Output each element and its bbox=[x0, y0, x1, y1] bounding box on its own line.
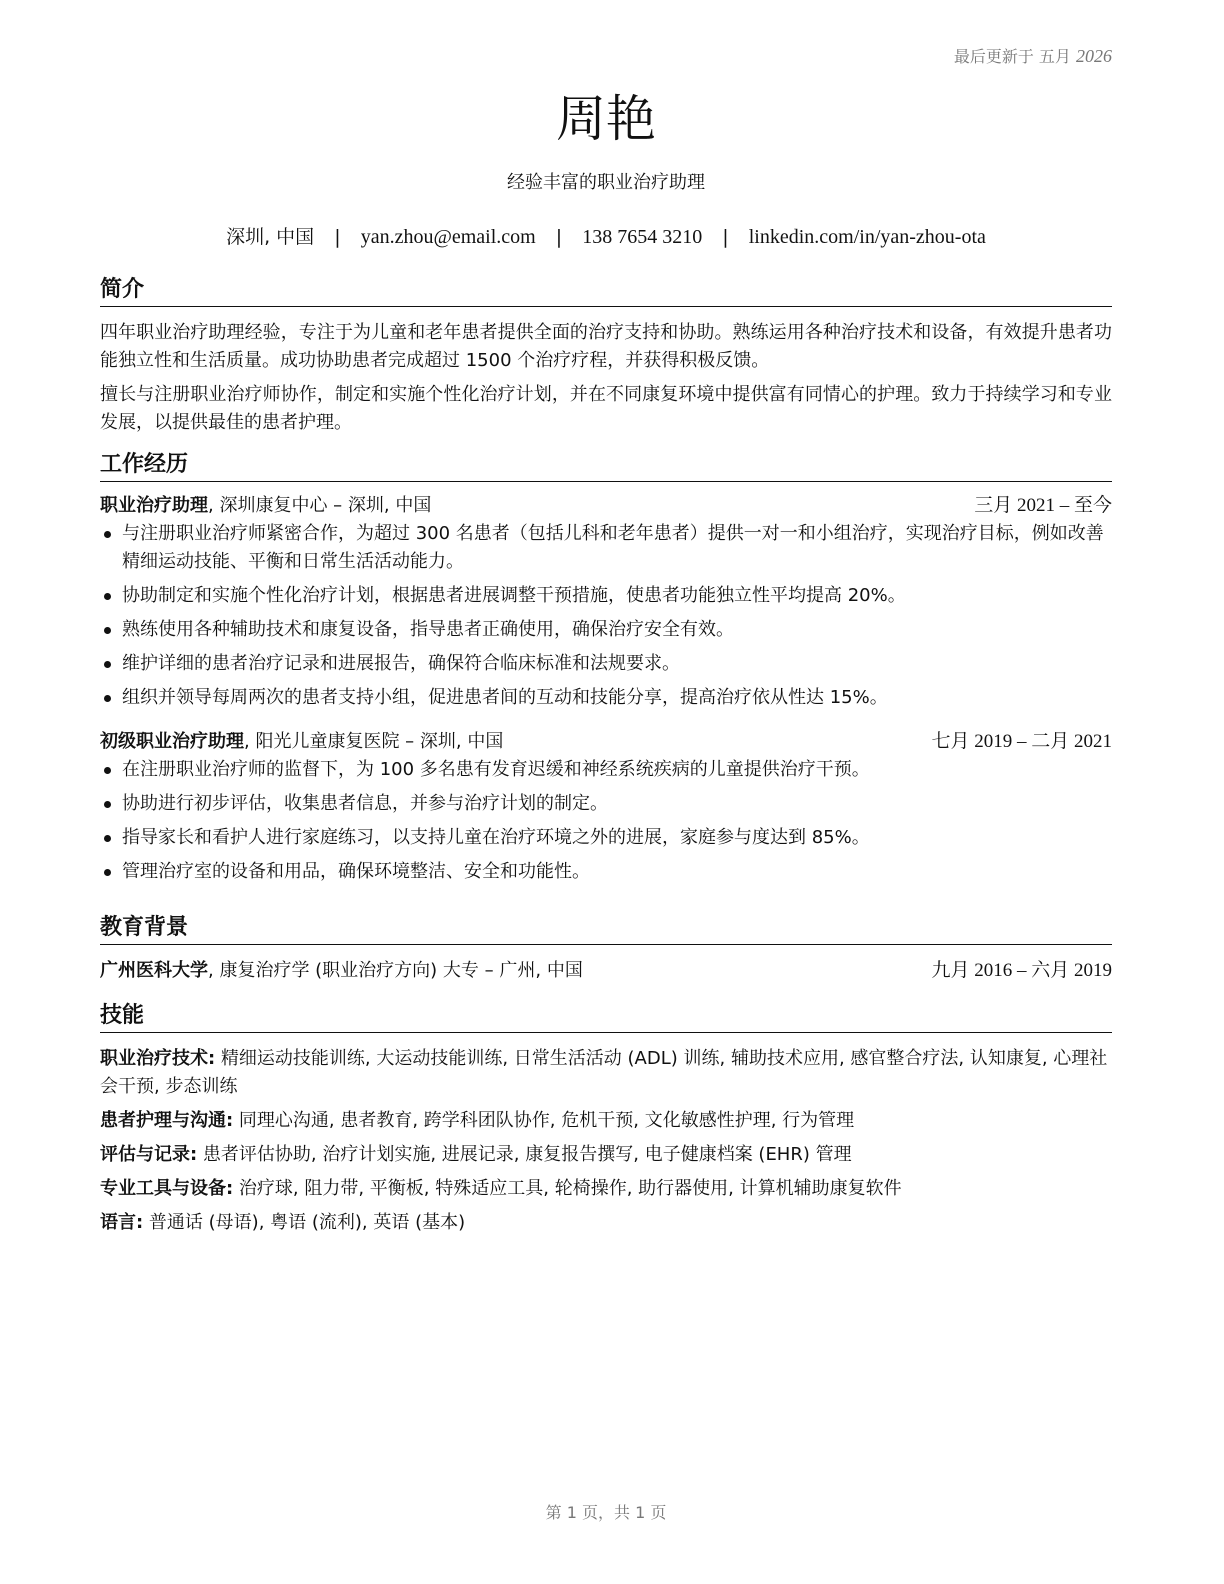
last-updated-year: 2026 bbox=[1076, 46, 1112, 66]
skill-label: 语言: bbox=[100, 1212, 144, 1233]
skill-label: 职业治疗技术: bbox=[100, 1048, 216, 1069]
skills-section bbox=[100, 1002, 1112, 1243]
job-role: 职业治疗助理 bbox=[100, 495, 208, 516]
experience-heading: 工作经历 bbox=[100, 451, 1112, 482]
skill-value: 治疗球, 阻力带, 平衡板, 特殊适应工具, 轮椅操作, 助行器使用, 计算机辅助康复软件 bbox=[233, 1178, 902, 1199]
summary-section bbox=[100, 276, 1112, 437]
skill-value: 患者评估协助, 治疗计划实施, 进展记录, 康复报告撰写, 电子健康档案 (EHR) 管理 bbox=[197, 1144, 852, 1165]
contact-separator: | bbox=[334, 226, 341, 248]
job-title-line bbox=[100, 728, 503, 756]
skill-row bbox=[100, 1209, 1112, 1237]
contact-phone: 138 7654 3210 bbox=[582, 226, 703, 248]
summary-paragraph: 擅长与注册职业治疗师协作，制定和实施个性化治疗计划，并在不同康复环境中提供富有同情心的护理。致力于持续学习和专业发展，以提供最佳的患者护理。 bbox=[100, 384, 1112, 433]
job-bullet: 协助进行初步评估，收集患者信息，并参与治疗计划的制定。 bbox=[100, 790, 1112, 818]
education-section bbox=[100, 914, 1112, 985]
job-date: 七月 2019 – 二月 2021 bbox=[931, 731, 1112, 752]
page-number: 第 1 页，共 1 页 bbox=[545, 1503, 667, 1522]
education-detail: , 康复治疗学 (职业治疗方向) 大专 – 广州, 中国 bbox=[208, 960, 583, 981]
job-date: 三月 2021 – 至今 bbox=[974, 495, 1112, 516]
job-bullet: 与注册职业治疗师紧密合作，为超过 300 名患者（包括儿科和老年患者）提供一对一和小组治疗，实现治疗目标，例如改善精细运动技能、平衡和日常生活活动能力。 bbox=[100, 520, 1112, 576]
job-bullet: 指导家长和看护人进行家庭练习，以支持儿童在治疗环境之外的进展，家庭参与度达到 85%。 bbox=[100, 824, 1112, 852]
job-bullet: 组织并领导每周两次的患者支持小组，促进患者间的互动和技能分享，提高治疗依从性达 15%。 bbox=[100, 684, 1112, 712]
skill-label: 评估与记录: bbox=[100, 1144, 198, 1165]
job-entry bbox=[100, 728, 1112, 886]
job-entry bbox=[100, 492, 1112, 712]
education-heading: 教育背景 bbox=[100, 914, 1112, 945]
skill-value: 普通话 (母语), 粤语 (流利), 英语 (基本) bbox=[143, 1212, 466, 1233]
job-bullet: 熟练使用各种辅助技术和康复设备，指导患者正确使用，确保治疗安全有效。 bbox=[100, 616, 1112, 644]
summary-paragraph: 四年职业治疗助理经验，专注于为儿童和老年患者提供全面的治疗支持和协助。熟练运用各种治疗技术和设备，有效提升患者功能独立性和生活质量。成功协助患者完成超过 1500 个治疗疗程，并获得积极反馈。 bbox=[100, 322, 1112, 371]
summary-heading: 简介 bbox=[100, 276, 1112, 307]
candidate-tagline: 经验丰富的职业治疗助理 bbox=[507, 172, 705, 193]
job-header bbox=[100, 728, 1112, 756]
contact-line bbox=[100, 223, 1112, 251]
skill-row bbox=[100, 1175, 1112, 1203]
education-school: 广州医科大学 bbox=[100, 960, 208, 981]
resume-page bbox=[100, 0, 1112, 1584]
skills-list bbox=[100, 1045, 1112, 1237]
candidate-name: 周艳 bbox=[556, 90, 656, 148]
skills-heading: 技能 bbox=[100, 1002, 1112, 1033]
job-bullet: 协助制定和实施个性化治疗计划，根据患者进展调整干预措施，使患者功能独立性平均提高 20%。 bbox=[100, 582, 1112, 610]
contact-separator: | bbox=[555, 226, 563, 248]
job-bullet: 管理治疗室的设备和用品，确保环境整洁、安全和功能性。 bbox=[100, 858, 1112, 886]
contact-linkedin-link[interactable]: linkedin.com/in/yan-zhou-ota bbox=[748, 226, 986, 248]
skill-row bbox=[100, 1045, 1112, 1101]
job-role: 初级职业治疗助理 bbox=[100, 731, 244, 752]
last-updated bbox=[954, 44, 1112, 67]
contact-email-link[interactable]: yan.zhou@email.com bbox=[360, 226, 536, 248]
contact-location: 深圳, 中国 bbox=[226, 226, 315, 248]
skill-value: 精细运动技能训练, 大运动技能训练, 日常生活活动 (ADL) 训练, 辅助技术应用, 感官整合疗法, 认知康复, 心理社会干预, 步态训练 bbox=[100, 1048, 1108, 1097]
job-header bbox=[100, 492, 1112, 520]
skill-row bbox=[100, 1141, 1112, 1169]
job-title-line bbox=[100, 492, 431, 520]
contact-separator: | bbox=[722, 226, 729, 248]
job-bullets bbox=[100, 756, 1112, 886]
last-updated-text: 最后更新于 五月 bbox=[953, 47, 1076, 66]
education-line bbox=[100, 957, 583, 985]
skill-value: 同理心沟通, 患者教育, 跨学科团队协作, 危机干预, 文化敏感性护理, 行为管理 bbox=[233, 1110, 855, 1131]
job-bullet: 维护详细的患者治疗记录和进展报告，确保符合临床标准和法规要求。 bbox=[100, 650, 1112, 678]
skill-row bbox=[100, 1107, 1112, 1135]
job-organization: , 深圳康复中心 – 深圳, 中国 bbox=[208, 495, 432, 516]
skill-label: 患者护理与沟通: bbox=[100, 1110, 234, 1131]
job-bullet: 在注册职业治疗师的监督下，为 100 多名患有发育迟缓和神经系统疾病的儿童提供治疗干预。 bbox=[100, 756, 1112, 784]
skill-label: 专业工具与设备: bbox=[100, 1178, 234, 1199]
education-entry bbox=[100, 957, 1112, 985]
experience-section bbox=[100, 451, 1112, 892]
education-date: 九月 2016 – 六月 2019 bbox=[931, 960, 1112, 981]
job-organization: , 阳光儿童康复医院 – 深圳, 中国 bbox=[244, 731, 504, 752]
job-bullets bbox=[100, 520, 1112, 712]
